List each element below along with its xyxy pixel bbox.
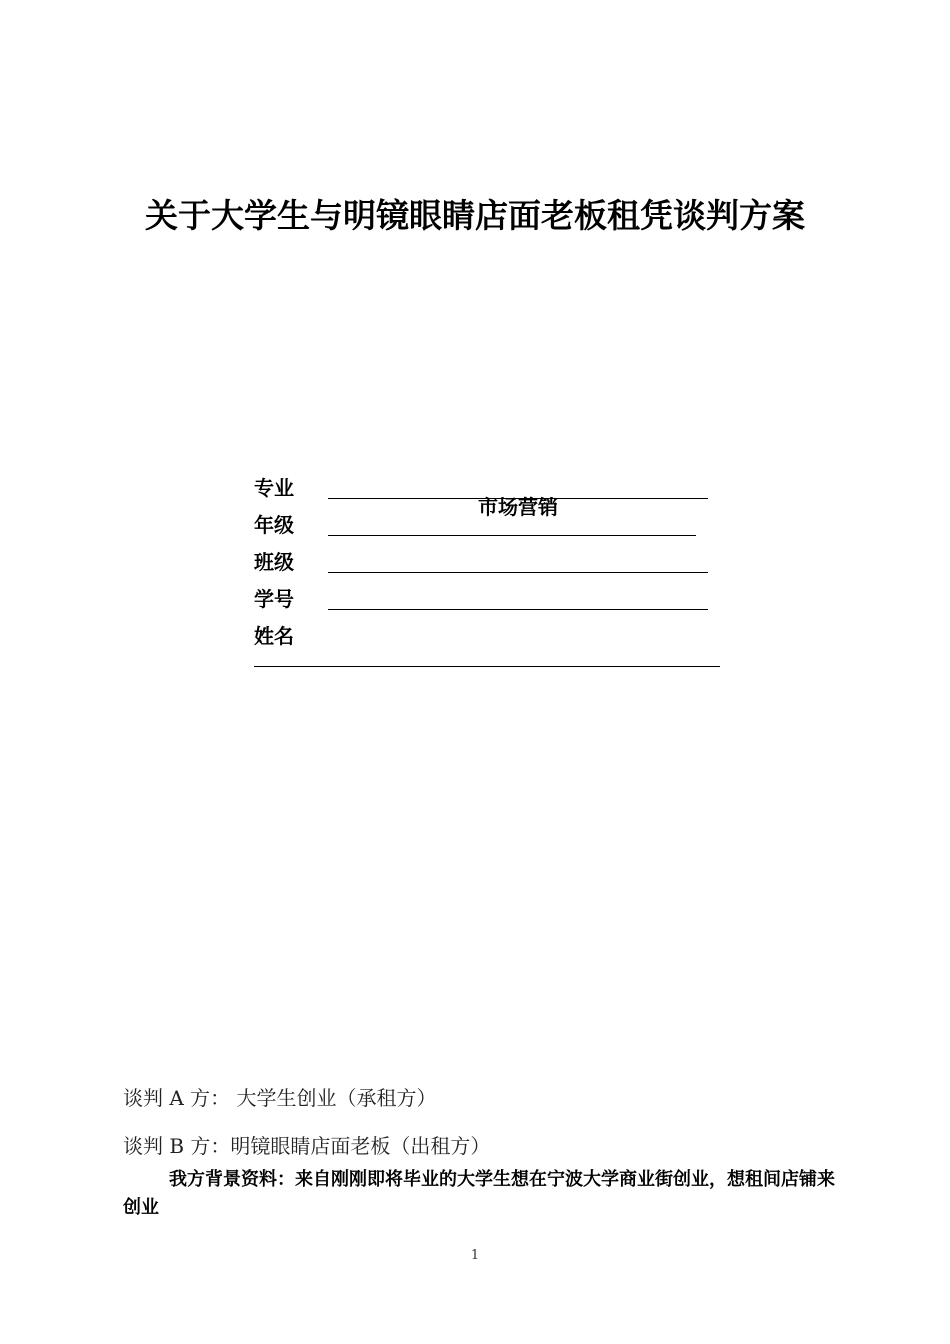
party-a-line: 谈判 A 方： 大学生创业（承租方） [123,1086,437,1110]
class-label: 班级 [254,550,294,574]
class-underline [328,572,708,573]
major-value: 市场营销 [478,495,558,519]
student-info-block [254,470,724,655]
document-title: 关于大学生与明镜眼睛店面老板租凭谈判方案 [145,196,805,235]
student-id-underline [328,609,708,610]
major-underline [328,495,708,519]
name-underline [254,666,720,667]
info-row-name [254,618,724,655]
info-row-grade [254,507,724,544]
info-row-major [254,470,724,519]
name-label: 姓名 [254,624,294,648]
info-row-class [254,544,724,581]
info-row-student-id [254,581,724,618]
major-label: 专业 [254,476,294,500]
party-b-line: 谈判 B 方：明镜眼睛店面老板（出租方） [123,1134,491,1158]
background-paragraph: 我方背景资料：来自刚刚即将毕业的大学生想在宁波大学商业街创业，想租间店铺来创业 [123,1169,835,1218]
page-number: 1 [470,1248,480,1263]
student-id-label: 学号 [254,587,294,611]
grade-label: 年级 [254,513,294,537]
grade-underline [328,535,696,536]
